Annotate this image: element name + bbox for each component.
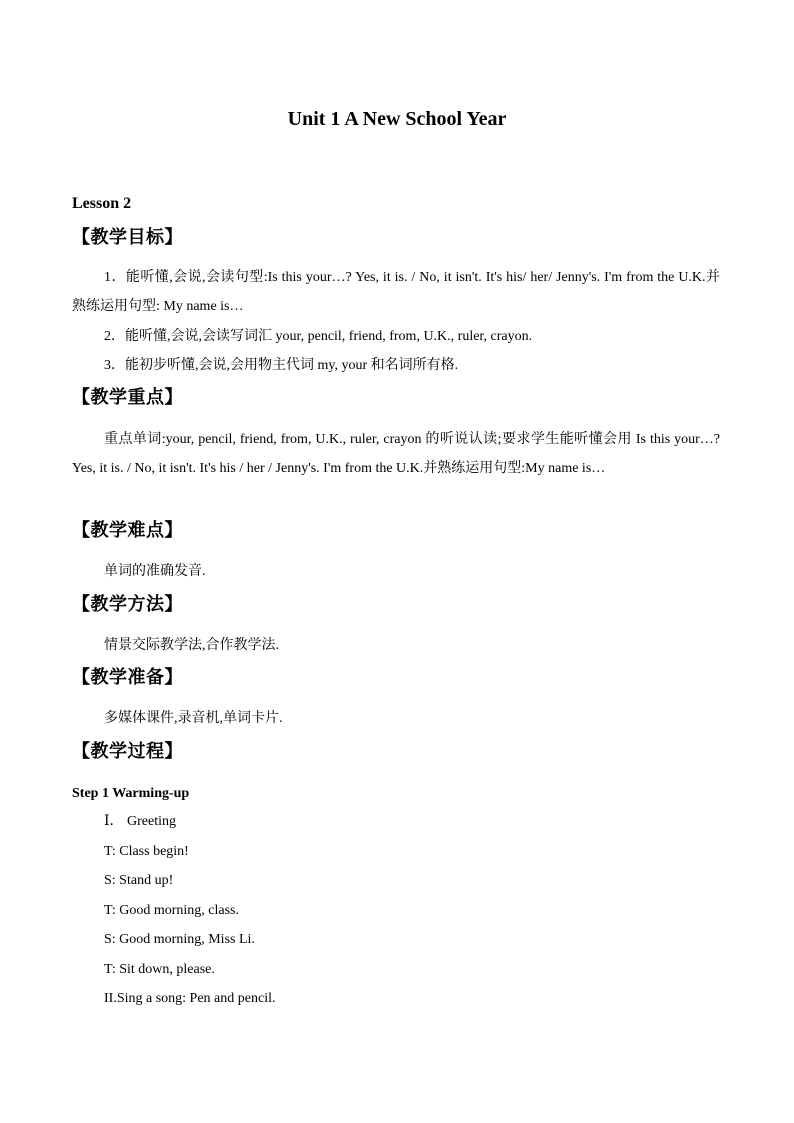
key-points-heading: 【教学重点】 <box>72 387 183 408</box>
dialogue-line: II.Sing a song: Pen and pencil. <box>104 991 276 1006</box>
difficulties-heading: 【教学难点】 <box>72 520 183 541</box>
step-1-title: Step 1 Warming-up <box>72 786 190 801</box>
dialogue-line: Ⅰ． Greeting <box>104 814 177 829</box>
dialogue-line: T: Sit down, please. <box>104 962 215 977</box>
difficulties-text: 单词的准确发音. <box>104 564 206 579</box>
dialogue-line: T: Class begin! <box>104 844 189 859</box>
objective-item-2: 2．能听懂,会说,会读写词汇 your, pencil, friend, from, U.K., ruler, crayon. <box>104 329 533 344</box>
document-title: Unit 1 A New School Year <box>287 108 507 130</box>
lesson-label: Lesson 2 <box>72 195 132 212</box>
objective-item-1: 1．能听懂,会说,会读句型:Is this your…? Yes, it is. / No, it isn't. It's his/ her/ Jenny's. I'm from the U.K.并熟练运用句型: My name is… <box>72 270 720 314</box>
objectives-heading: 【教学目标】 <box>72 227 183 248</box>
dialogue-line: S: Good morning, Miss Li. <box>104 932 255 947</box>
dialogue-line: S: Stand up! <box>104 873 174 888</box>
dialogue-line: T: Good morning, class. <box>104 903 240 918</box>
methods-text: 情景交际教学法,合作教学法. <box>104 638 279 653</box>
objective-item-3: 3．能初步听懂,会说,会用物主代词 my, your 和名词所有格. <box>104 358 459 373</box>
process-heading: 【教学过程】 <box>72 741 183 762</box>
key-points-text: 重点单词:your, pencil, friend, from, U.K., ruler, crayon 的听说认读;要求学生能听懂会用 Is this your…? Yes, it is. / No, it isn't. It's his / her / Jenny's. I'm from the U.K.并熟练运用句型:My name is… <box>72 432 720 476</box>
preparation-text: 多媒体课件,录音机,单词卡片. <box>104 711 283 726</box>
preparation-heading: 【教学准备】 <box>72 667 183 688</box>
methods-heading: 【教学方法】 <box>72 594 183 615</box>
